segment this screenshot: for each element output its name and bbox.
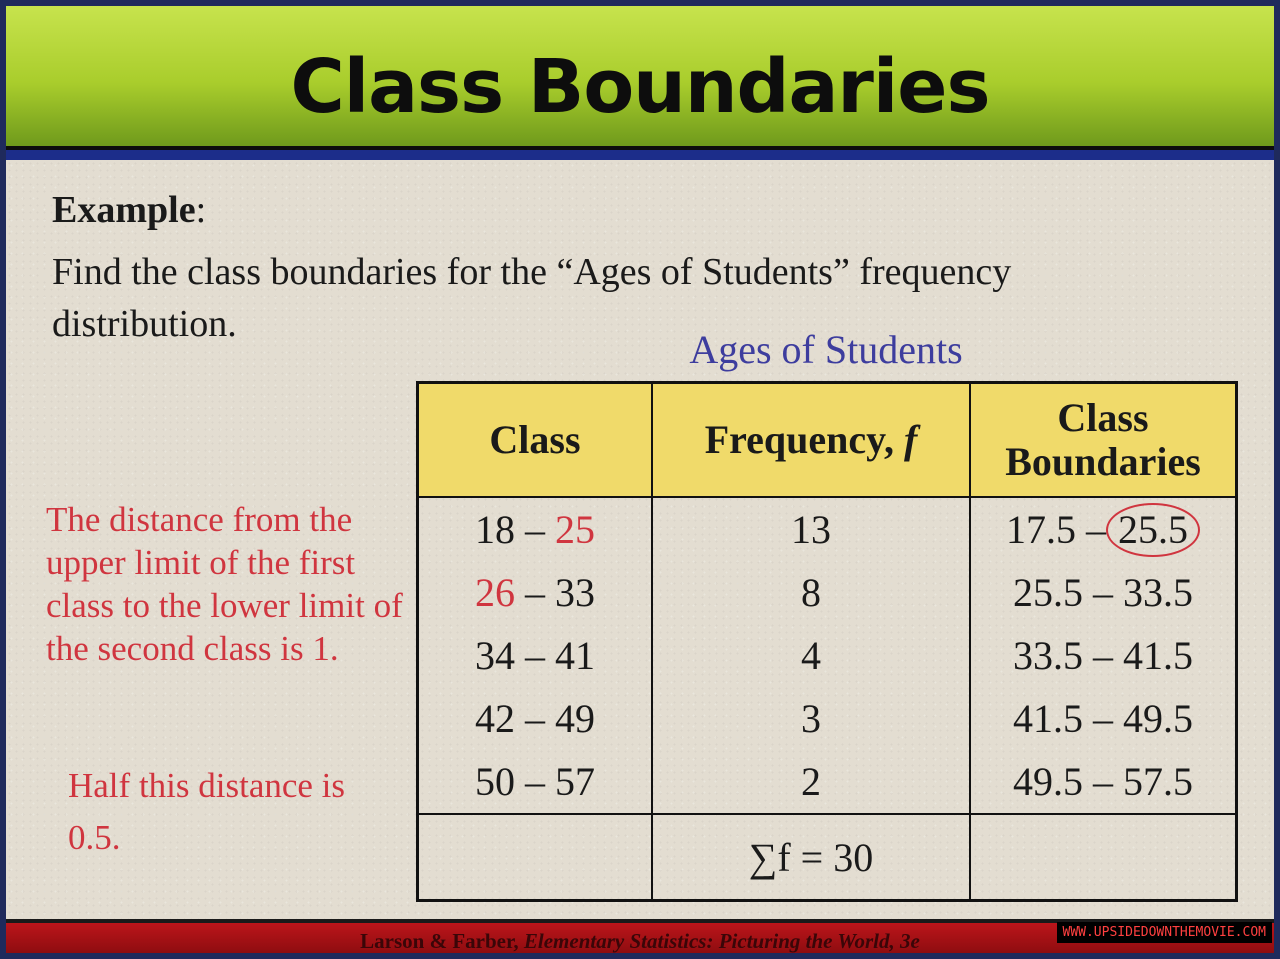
example-label-colon: : [195,189,207,231]
boundary-dash: – [1076,506,1116,552]
class-lower-highlight: 26 [475,570,515,615]
class-dash: – [515,570,555,615]
class-lower: 18 [475,507,515,552]
boundary-cell [970,497,1237,561]
frequency-cell: 3 [652,687,970,750]
table-caption: Ages of Students [689,327,963,372]
frequency-table [416,381,1238,902]
example-prompt: Find the class boundaries for the “Ages of Students” frequency distribution. [52,251,1012,345]
boundary-upper-circled: 25.5 [1106,503,1200,557]
header-boundaries: Class Boundaries [970,383,1237,498]
header-frequency-symbol: f [903,417,918,462]
boundary-lower: 17.5 [1006,506,1076,552]
table-row [418,687,1237,750]
class-cell [418,497,653,561]
table-header-row [418,383,1237,498]
distance-note: The distance from the upper limit of the first class to the lower limit of the second class is 1. [46,500,403,668]
class-cell: 34 – 41 [475,633,595,678]
slide-title: Class Boundaries [290,44,990,130]
table-row [418,497,1237,561]
header-frequency-label: Frequency, [704,417,904,462]
citation-book: Elementary Statistics: Picturing the World, 3e [523,929,920,953]
class-upper-highlight: 25 [555,507,595,552]
half-distance-note: Half this distance is 0.5. [68,766,346,857]
table-row [418,624,1237,687]
citation-authors: Larson & Farber, [360,929,524,953]
total-frequency-cell: ∑f = 30 [652,814,970,901]
header-class: Class [418,383,653,498]
boundary-cell: 49.5 – 57.5 [970,750,1237,814]
frequency-cell: 8 [652,561,970,624]
table-row [418,750,1237,814]
title-bar [6,6,1274,146]
frequency-cell: 4 [652,624,970,687]
boundary-cell: 41.5 – 49.5 [970,687,1237,750]
frequency-cell: 2 [652,750,970,814]
boundary-cell: 33.5 – 41.5 [970,624,1237,687]
example-label-text: Example [52,189,196,231]
class-dash: – [515,507,555,552]
table-row [418,561,1237,624]
total-empty-cell [970,814,1237,901]
watermark: WWW.UPSIDEDOWNTHEMOVIE.COM [1057,922,1273,943]
slide [6,6,1274,953]
class-cell: 42 – 49 [475,696,595,741]
class-cell: 50 – 57 [475,759,595,804]
title-rule-blue [6,150,1274,160]
header-frequency [652,383,970,498]
total-empty-cell [418,814,653,901]
class-upper: 33 [555,570,595,615]
boundary-cell: 25.5 – 33.5 [970,561,1237,624]
example-label [52,188,206,232]
frequency-cell: 13 [652,497,970,561]
total-row [418,814,1237,901]
class-cell [418,561,653,624]
